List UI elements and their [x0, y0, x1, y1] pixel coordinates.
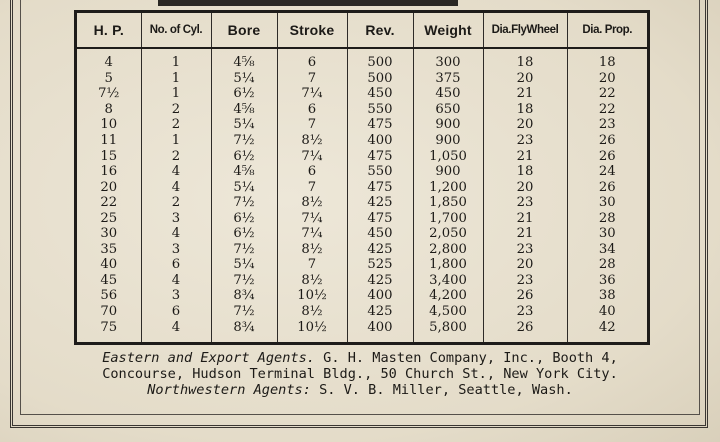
cell-stroke: 6 — [277, 102, 347, 118]
cell-weight: 2,050 — [413, 227, 483, 243]
header-stroke: Stroke — [277, 13, 347, 48]
northwestern-agents-label: Northwestern Agents: — [147, 382, 311, 398]
cell-weight: 900 — [413, 164, 483, 180]
table-row — [77, 227, 647, 243]
cell-bore: 6½ — [211, 149, 277, 165]
cell-propeller: 26 — [567, 180, 647, 196]
cell-cylinders: 3 — [141, 242, 211, 258]
cell-stroke: 7 — [277, 118, 347, 134]
cell-rev: 475 — [347, 180, 413, 196]
cell-flywheel: 23 — [483, 304, 567, 320]
cell-propeller: 20 — [567, 71, 647, 87]
cell-rev: 425 — [347, 195, 413, 211]
table-row — [77, 87, 647, 103]
cell-hp: 56 — [100, 288, 118, 304]
cell-propeller: 22 — [567, 102, 647, 118]
cell-bore: 7½ — [211, 133, 277, 149]
cell-stroke: 7 — [277, 71, 347, 87]
cell-propeller: 36 — [567, 273, 647, 289]
cell-flywheel: 23 — [483, 195, 567, 211]
cell-hp: 22 — [100, 195, 118, 211]
cell-weight: 1,050 — [413, 149, 483, 165]
cell-propeller: 34 — [567, 242, 647, 258]
cell-weight: 4,500 — [413, 304, 483, 320]
cell-hp: 11 — [100, 132, 118, 148]
cell-propeller: 26 — [567, 133, 647, 149]
cell-stroke: 7¼ — [277, 211, 347, 227]
cell-bore: 7½ — [211, 273, 277, 289]
table-row — [77, 320, 647, 342]
cell-flywheel: 23 — [483, 133, 567, 149]
cell-bore: 7½ — [211, 195, 277, 211]
table-row — [77, 273, 647, 289]
cell-hp: 30 — [100, 226, 118, 242]
table-row — [77, 71, 647, 87]
cell-rev: 550 — [347, 164, 413, 180]
top-dark-strip — [158, 0, 458, 6]
cell-stroke: 8½ — [277, 195, 347, 211]
cell-propeller: 30 — [567, 227, 647, 243]
cell-weight: 4,200 — [413, 289, 483, 305]
cell-rev: 475 — [347, 211, 413, 227]
eastern-agents-line — [30, 350, 690, 366]
cell-rev: 425 — [347, 273, 413, 289]
table-row — [77, 304, 647, 320]
cell-propeller: 30 — [567, 195, 647, 211]
table-row — [77, 149, 647, 165]
cell-stroke: 10½ — [277, 289, 347, 305]
cell-flywheel: 26 — [483, 289, 567, 305]
cell-propeller: 18 — [567, 48, 647, 71]
cell-stroke: 7¼ — [277, 87, 347, 103]
cell-propeller: 22 — [567, 87, 647, 103]
cell-weight: 1,850 — [413, 195, 483, 211]
cell-propeller: 38 — [567, 289, 647, 305]
cell-weight: 1,800 — [413, 258, 483, 274]
cell-rev: 525 — [347, 258, 413, 274]
cell-stroke: 7 — [277, 258, 347, 274]
cell-flywheel: 20 — [483, 118, 567, 134]
cell-bore: 4⅝ — [211, 102, 277, 118]
cell-flywheel: 20 — [483, 258, 567, 274]
table-body — [77, 48, 647, 342]
cell-cylinders: 1 — [141, 71, 211, 87]
cell-rev: 475 — [347, 118, 413, 134]
cell-propeller: 24 — [567, 164, 647, 180]
cell-bore: 4⅝ — [211, 164, 277, 180]
agents-notice — [30, 350, 690, 398]
cell-stroke: 10½ — [277, 320, 347, 342]
cell-weight: 3,400 — [413, 273, 483, 289]
cell-cylinders: 3 — [141, 211, 211, 227]
table-row — [77, 258, 647, 274]
table-row — [77, 48, 647, 71]
cell-flywheel: 21 — [483, 211, 567, 227]
cell-rev: 400 — [347, 320, 413, 342]
cell-hp: 5 — [104, 70, 113, 86]
table-row — [77, 118, 647, 134]
header-hp: H. P. — [77, 13, 141, 48]
cell-stroke: 8½ — [277, 242, 347, 258]
cell-propeller: 28 — [567, 211, 647, 227]
cell-cylinders: 2 — [141, 102, 211, 118]
table-row — [77, 195, 647, 211]
cell-flywheel: 21 — [483, 227, 567, 243]
header-flywheel: Dia.FlyWheel — [483, 13, 567, 48]
header-rev: Rev. — [347, 13, 413, 48]
engine-specs-table — [74, 10, 650, 345]
cell-flywheel: 18 — [483, 164, 567, 180]
cell-flywheel: 23 — [483, 273, 567, 289]
cell-hp: 45 — [100, 272, 118, 288]
cell-rev: 425 — [347, 242, 413, 258]
cell-cylinders: 6 — [141, 304, 211, 320]
cell-cylinders: 2 — [141, 149, 211, 165]
cell-hp: 35 — [100, 241, 118, 257]
cell-hp: 10 — [100, 117, 118, 133]
cell-cylinders: 6 — [141, 258, 211, 274]
cell-hp: 15 — [100, 148, 118, 164]
cell-weight: 300 — [413, 48, 483, 71]
table-row — [77, 242, 647, 258]
cell-rev: 450 — [347, 87, 413, 103]
cell-cylinders: 1 — [141, 133, 211, 149]
cell-cylinders: 4 — [141, 320, 211, 342]
cell-weight: 900 — [413, 118, 483, 134]
cell-propeller: 42 — [567, 320, 647, 342]
cell-stroke: 6 — [277, 164, 347, 180]
cell-propeller: 23 — [567, 118, 647, 134]
cell-cylinders: 1 — [141, 87, 211, 103]
cell-bore: 8¾ — [211, 289, 277, 305]
cell-propeller: 40 — [567, 304, 647, 320]
cell-rev: 500 — [347, 71, 413, 87]
cell-stroke: 7¼ — [277, 149, 347, 165]
table-header-row — [77, 13, 647, 48]
cell-weight: 5,800 — [413, 320, 483, 342]
eastern-agents-address: Concourse, Hudson Terminal Bldg., 50 Church St., New York City. — [102, 366, 618, 382]
cell-bore: 6½ — [211, 227, 277, 243]
cell-cylinders: 4 — [141, 227, 211, 243]
cell-stroke: 6 — [277, 48, 347, 71]
cell-cylinders: 4 — [141, 180, 211, 196]
cell-bore: 4⅝ — [211, 48, 277, 71]
header-weight: Weight — [413, 13, 483, 48]
cell-rev: 500 — [347, 48, 413, 71]
northwestern-agents-line — [30, 382, 690, 398]
header-propeller: Dia. Prop. — [567, 13, 647, 48]
cell-bore: 5¼ — [211, 118, 277, 134]
cell-weight: 375 — [413, 71, 483, 87]
table-row — [77, 164, 647, 180]
cell-stroke: 8½ — [277, 273, 347, 289]
cell-cylinders: 3 — [141, 289, 211, 305]
eastern-agents-text: G. H. Masten Company, Inc., Booth 4, — [314, 350, 618, 366]
cell-hp: 20 — [100, 179, 118, 195]
cell-flywheel: 21 — [483, 87, 567, 103]
cell-flywheel: 20 — [483, 71, 567, 87]
cell-bore: 7½ — [211, 304, 277, 320]
cell-propeller: 26 — [567, 149, 647, 165]
table-row — [77, 102, 647, 118]
cell-bore: 5¼ — [211, 180, 277, 196]
cell-cylinders: 4 — [141, 164, 211, 180]
cell-rev: 400 — [347, 289, 413, 305]
cell-rev: 550 — [347, 102, 413, 118]
cell-bore: 6½ — [211, 87, 277, 103]
cell-cylinders: 1 — [141, 48, 211, 71]
cell-stroke: 7 — [277, 180, 347, 196]
table-row — [77, 211, 647, 227]
table-row — [77, 180, 647, 196]
cell-cylinders: 4 — [141, 273, 211, 289]
cell-rev: 425 — [347, 304, 413, 320]
cell-flywheel: 20 — [483, 180, 567, 196]
cell-cylinders: 2 — [141, 195, 211, 211]
eastern-agents-label: Eastern and Export Agents. — [102, 350, 315, 366]
cell-cylinders: 2 — [141, 118, 211, 134]
cell-bore: 8¾ — [211, 320, 277, 342]
cell-weight: 450 — [413, 87, 483, 103]
cell-propeller: 28 — [567, 258, 647, 274]
cell-weight: 2,800 — [413, 242, 483, 258]
cell-stroke: 8½ — [277, 304, 347, 320]
cell-rev: 450 — [347, 227, 413, 243]
cell-hp: 7½ — [98, 86, 120, 102]
cell-flywheel: 18 — [483, 102, 567, 118]
cell-weight: 1,200 — [413, 180, 483, 196]
cell-bore: 7½ — [211, 242, 277, 258]
cell-hp: 25 — [100, 210, 118, 226]
cell-stroke: 7¼ — [277, 227, 347, 243]
header-bore: Bore — [211, 13, 277, 48]
cell-rev: 400 — [347, 133, 413, 149]
cell-hp: 40 — [100, 257, 118, 273]
table-row — [77, 133, 647, 149]
header-cylinders: No. of Cyl. — [141, 13, 211, 48]
cell-bore: 5¼ — [211, 258, 277, 274]
cell-weight: 650 — [413, 102, 483, 118]
cell-stroke: 8½ — [277, 133, 347, 149]
cell-weight: 1,700 — [413, 211, 483, 227]
cell-flywheel: 23 — [483, 242, 567, 258]
cell-flywheel: 18 — [483, 48, 567, 71]
cell-weight: 900 — [413, 133, 483, 149]
table-row — [77, 289, 647, 305]
cell-hp: 8 — [104, 101, 113, 117]
cell-flywheel: 26 — [483, 320, 567, 342]
cell-bore: 5¼ — [211, 71, 277, 87]
cell-hp: 75 — [100, 319, 118, 335]
cell-hp: 16 — [100, 164, 118, 180]
specs-table-grid — [77, 13, 647, 342]
cell-hp: 4 — [104, 55, 113, 70]
northwestern-agents-text: S. V. B. Miller, Seattle, Wash. — [310, 382, 573, 398]
cell-flywheel: 21 — [483, 149, 567, 165]
cell-hp: 70 — [100, 303, 118, 319]
cell-rev: 475 — [347, 149, 413, 165]
cell-bore: 6½ — [211, 211, 277, 227]
